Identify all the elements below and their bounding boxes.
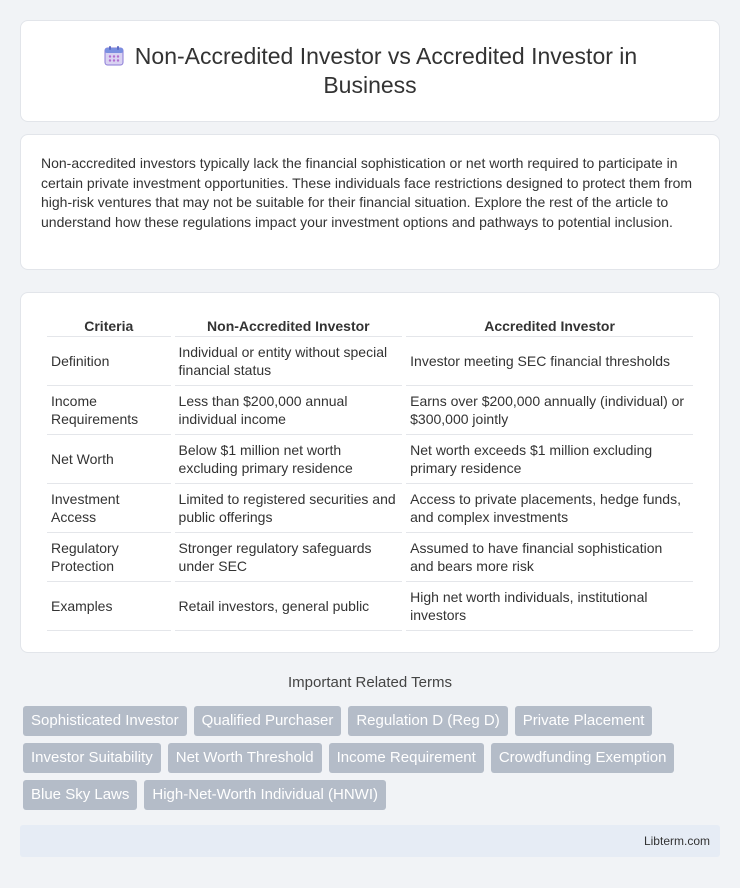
page-title-text: Non-Accredited Investor vs Accredited Investor in Business: [134, 43, 638, 98]
page-title: [61, 42, 679, 100]
tag-regulation-d[interactable]: Regulation D (Reg D): [348, 706, 507, 736]
table-row: [47, 337, 693, 386]
tag-crowdfunding-exemption[interactable]: Crowdfunding Exemption: [491, 743, 675, 773]
cell-non-accredited: Stronger regulatory safeguards under SEC: [175, 533, 403, 582]
header-accredited: Accredited Investor: [406, 313, 693, 337]
header-criteria: Criteria: [47, 313, 171, 337]
cell-accredited: Net worth exceeds $1 million excluding primary residence: [406, 435, 693, 484]
cell-non-accredited: Below $1 million net worth excluding primary residence: [175, 435, 403, 484]
table-header-row: [47, 313, 693, 337]
footer-site-link[interactable]: Libterm.com: [643, 834, 710, 848]
tag-net-worth-threshold[interactable]: Net Worth Threshold: [168, 743, 322, 773]
cell-non-accredited: Individual or entity without special financial status: [175, 337, 403, 386]
tag-private-placement[interactable]: Private Placement: [515, 706, 653, 736]
table-row: [47, 435, 693, 484]
table-row: [47, 484, 693, 533]
table-row: [47, 533, 693, 582]
intro-paragraph: Non-accredited investors typically lack the financial sophistication or net worth required to participate in certain private investment opportunities. These individuals face restrictions designed to protect them from high-risk ventures that may not be suitable for their financial situation. Explore the rest of the article to understand how these regulations impact your investment options and pathways to potential inclusion.: [41, 155, 693, 230]
tag-qualified-purchaser[interactable]: Qualified Purchaser: [194, 706, 342, 736]
cell-non-accredited: Limited to registered securities and public offerings: [175, 484, 403, 533]
calendar-icon: [103, 45, 125, 67]
cell-accredited: High net worth individuals, institutional investors: [406, 582, 693, 631]
tag-hnwi[interactable]: High-Net-Worth Individual (HNWI): [144, 780, 386, 810]
table-row: [47, 582, 693, 631]
header-non-accredited: Non-Accredited Investor: [175, 313, 403, 337]
related-terms-tags: [23, 706, 723, 810]
comparison-table-card: [20, 292, 720, 653]
cell-criteria: Definition: [47, 337, 171, 386]
cell-non-accredited: Retail investors, general public: [175, 582, 403, 631]
cell-criteria: Examples: [47, 582, 171, 631]
header-card: [20, 20, 720, 122]
cell-non-accredited: Less than $200,000 annual individual income: [175, 386, 403, 435]
tag-investor-suitability[interactable]: Investor Suitability: [23, 743, 161, 773]
footer: [20, 825, 720, 857]
intro-card: [20, 134, 720, 270]
cell-accredited: Assumed to have financial sophistication and bears more risk: [406, 533, 693, 582]
tag-income-requirement[interactable]: Income Requirement: [329, 743, 484, 773]
cell-criteria: Regulatory Protection: [47, 533, 171, 582]
cell-accredited: Access to private placements, hedge funds, and complex investments: [406, 484, 693, 533]
cell-criteria: Investment Access: [47, 484, 171, 533]
table-row: [47, 386, 693, 435]
comparison-table: [43, 313, 697, 631]
cell-accredited: Investor meeting SEC financial thresholds: [406, 337, 693, 386]
cell-criteria: Net Worth: [47, 435, 171, 484]
tag-blue-sky-laws[interactable]: Blue Sky Laws: [23, 780, 137, 810]
tag-sophisticated-investor[interactable]: Sophisticated Investor: [23, 706, 187, 736]
cell-accredited: Earns over $200,000 annually (individual) or $300,000 jointly: [406, 386, 693, 435]
cell-criteria: Income Requirements: [47, 386, 171, 435]
related-terms-title: Important Related Terms: [288, 674, 452, 691]
